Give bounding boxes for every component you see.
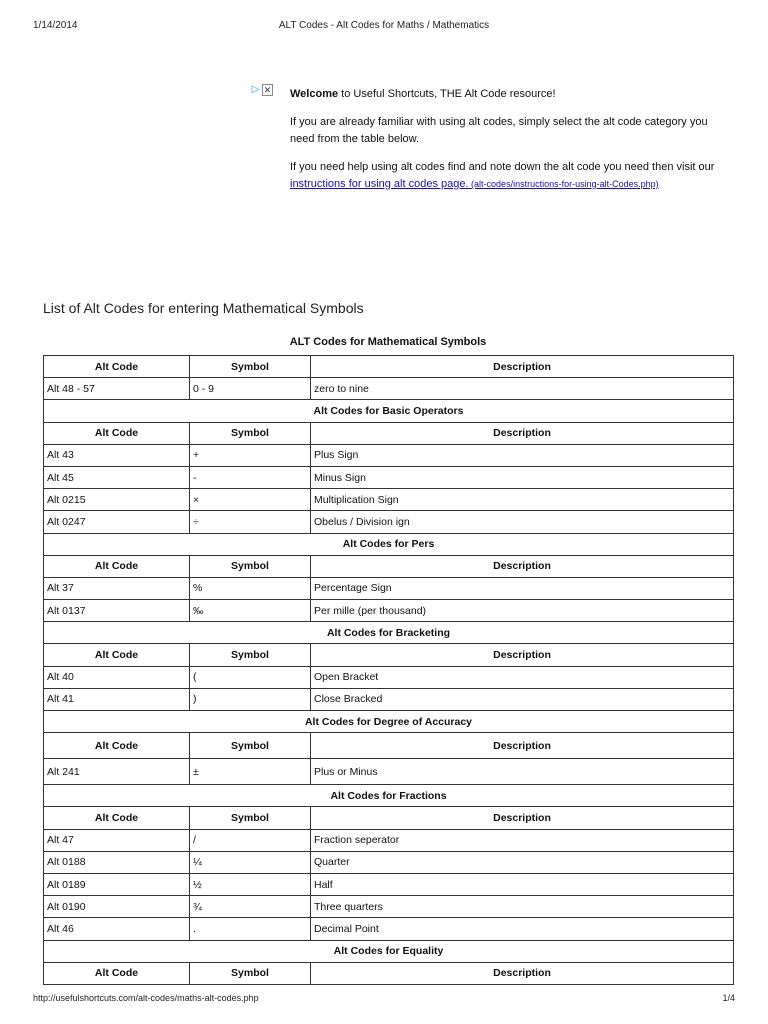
- table-row: [44, 600, 734, 622]
- symbol-cell: 0 - 9: [190, 378, 311, 400]
- column-header: Symbol: [190, 807, 311, 829]
- description-cell: Quarter: [311, 851, 734, 873]
- description-cell: Multiplication Sign: [311, 489, 734, 511]
- description-cell: Half: [311, 873, 734, 895]
- symbol-cell: ): [190, 688, 311, 710]
- table-row: [44, 489, 734, 511]
- alt-codes-table: [43, 355, 734, 985]
- alt-code-cell: Alt 241: [44, 759, 190, 785]
- description-cell: zero to nine: [311, 378, 734, 400]
- column-header-row: [44, 422, 734, 444]
- table-row: [44, 511, 734, 533]
- table-row: [44, 896, 734, 918]
- symbol-cell: ±: [190, 759, 311, 785]
- description-cell: Close Bracked: [311, 688, 734, 710]
- section-title: Alt Codes for Basic Operators: [44, 400, 734, 422]
- column-header: Description: [311, 962, 734, 984]
- help-text: [290, 159, 730, 193]
- section-row: [44, 533, 734, 555]
- table-row: [44, 444, 734, 466]
- description-cell: Plus Sign: [311, 444, 734, 466]
- alt-code-cell: Alt 0189: [44, 873, 190, 895]
- column-header: Description: [311, 733, 734, 759]
- table-row: [44, 918, 734, 940]
- section-row: [44, 940, 734, 962]
- close-icon[interactable]: ✕: [263, 84, 272, 95]
- symbol-cell: /: [190, 829, 311, 851]
- column-header-row: [44, 555, 734, 577]
- column-header: Description: [311, 807, 734, 829]
- description-cell: Percentage Sign: [311, 577, 734, 599]
- symbol-cell: ½: [190, 873, 311, 895]
- column-header-row: [44, 733, 734, 759]
- alt-code-cell: Alt 0137: [44, 600, 190, 622]
- column-header: Description: [311, 422, 734, 444]
- symbol-cell: .: [190, 918, 311, 940]
- column-header: Symbol: [190, 356, 311, 378]
- table-row: [44, 688, 734, 710]
- welcome-panel: [290, 86, 730, 204]
- ad-badge[interactable]: [250, 84, 274, 96]
- print-footer: [33, 993, 735, 1005]
- print-header: [33, 20, 735, 34]
- table-row: [44, 378, 734, 400]
- symbol-cell: +: [190, 444, 311, 466]
- column-header: Description: [311, 644, 734, 666]
- column-header-row: [44, 807, 734, 829]
- column-header-row: [44, 962, 734, 984]
- instructions-link-text[interactable]: instructions for using alt codes page.: [290, 178, 469, 190]
- alt-code-cell: Alt 0188: [44, 851, 190, 873]
- footer-url: http://usefulshortcuts.com/alt-codes/maths-alt-codes.php: [33, 993, 259, 1003]
- symbol-cell: ¼: [190, 851, 311, 873]
- instructions-link-path[interactable]: (alt-codes/instructions-for-using-alt-Codes.php): [468, 179, 659, 189]
- table-row: [44, 759, 734, 785]
- alt-code-cell: Alt 0215: [44, 489, 190, 511]
- column-header: Description: [311, 356, 734, 378]
- section-title: Alt Codes for Equality: [44, 940, 734, 962]
- section-row: [44, 711, 734, 733]
- alt-code-cell: Alt 0190: [44, 896, 190, 918]
- alt-code-cell: Alt 45: [44, 466, 190, 488]
- description-cell: Fraction seperator: [311, 829, 734, 851]
- column-header-row: [44, 356, 734, 378]
- symbol-cell: ÷: [190, 511, 311, 533]
- column-header: Symbol: [190, 644, 311, 666]
- section-row: [44, 400, 734, 422]
- section-title: Alt Codes for Fractions: [44, 785, 734, 807]
- symbol-cell: %: [190, 577, 311, 599]
- alt-code-cell: Alt 0247: [44, 511, 190, 533]
- alt-code-cell: Alt 47: [44, 829, 190, 851]
- description-cell: Decimal Point: [311, 918, 734, 940]
- help-text-lead: If you need help using alt codes find and note down the alt code you need then visit our: [290, 161, 715, 173]
- table-body: [44, 356, 734, 985]
- column-header: Alt Code: [44, 962, 190, 984]
- table-row: [44, 829, 734, 851]
- table-caption: ALT Codes for Mathematical Symbols: [289, 336, 487, 348]
- section-heading: List of Alt Codes for entering Mathematical Symbols: [43, 300, 364, 316]
- description-cell: Per mille (per thousand): [311, 600, 734, 622]
- column-header: Alt Code: [44, 807, 190, 829]
- print-date: 1/14/2014: [33, 20, 78, 31]
- welcome-bold: Welcome: [290, 88, 339, 100]
- alt-code-cell: Alt 37: [44, 577, 190, 599]
- welcome-rest: to Useful Shortcuts, THE Alt Code resource!: [338, 88, 556, 100]
- page-number: 1/4: [722, 993, 735, 1003]
- column-header: Description: [311, 555, 734, 577]
- column-header: Symbol: [190, 422, 311, 444]
- description-cell: Plus or Minus: [311, 759, 734, 785]
- column-header: Symbol: [190, 555, 311, 577]
- section-row: [44, 622, 734, 644]
- column-header: Alt Code: [44, 555, 190, 577]
- table-row: [44, 851, 734, 873]
- alt-code-cell: Alt 46: [44, 918, 190, 940]
- column-header: Alt Code: [44, 733, 190, 759]
- column-header: Alt Code: [44, 356, 190, 378]
- symbol-cell: ‰: [190, 600, 311, 622]
- alt-code-cell: Alt 41: [44, 688, 190, 710]
- symbol-cell: -: [190, 466, 311, 488]
- column-header-row: [44, 644, 734, 666]
- description-cell: Minus Sign: [311, 466, 734, 488]
- ad-choices-icon[interactable]: ▷: [251, 84, 260, 95]
- description-cell: Three quarters: [311, 896, 734, 918]
- symbol-cell: ×: [190, 489, 311, 511]
- column-header: Symbol: [190, 733, 311, 759]
- section-title: Alt Codes for Degree of Accuracy: [44, 711, 734, 733]
- description-cell: Open Bracket: [311, 666, 734, 688]
- column-header: Alt Code: [44, 422, 190, 444]
- table-row: [44, 466, 734, 488]
- table-row: [44, 873, 734, 895]
- alt-code-cell: Alt 48 - 57: [44, 378, 190, 400]
- section-title: Alt Codes for Bracketing: [44, 622, 734, 644]
- symbol-cell: ¾: [190, 896, 311, 918]
- description-cell: Obelus / Division ign: [311, 511, 734, 533]
- familiar-text: If you are already familiar with using alt codes, simply select the alt code category you need from the table below.: [290, 116, 708, 145]
- alt-code-cell: Alt 40: [44, 666, 190, 688]
- page-title: ALT Codes - Alt Codes for Maths / Mathematics: [278, 20, 490, 31]
- symbol-cell: (: [190, 666, 311, 688]
- column-header: Alt Code: [44, 644, 190, 666]
- table-row: [44, 577, 734, 599]
- welcome-line: [290, 86, 730, 103]
- instructions-link[interactable]: [290, 178, 659, 190]
- table-row: [44, 666, 734, 688]
- section-row: [44, 785, 734, 807]
- alt-code-cell: Alt 43: [44, 444, 190, 466]
- section-title: Alt Codes for Pers: [44, 533, 734, 555]
- column-header: Symbol: [190, 962, 311, 984]
